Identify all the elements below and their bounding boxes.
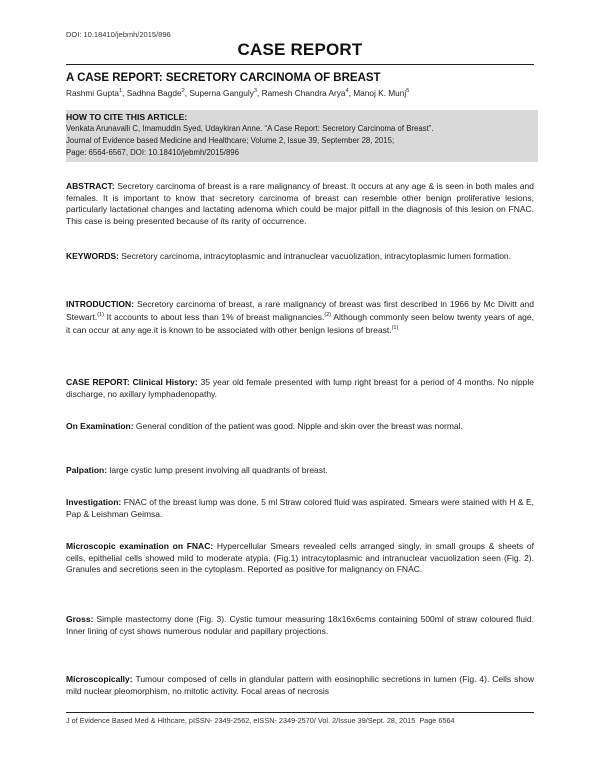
gross-label: Gross: [66,614,94,624]
investigation-label: Investigation: [66,497,122,507]
microscopic-fnac-text: Hypercellular Smears revealed cells arranged singly, in small groups & sheets of cells, epithelial cells showed mild to moderate atypia. (Fig.1) intracytoplasmic and intranuclear vacuolization seen (Fig. 2). Granules and secretions seen in the cytoplasm. Reported as positive for malignancy on FNAC. [66,541,534,574]
microscopically-text: Tumour composed of cells in glandular pattern with eosinophilic secretions in lumen (Fig. 4). Cells show mild nuclear pleomorphism, no mitotic activity. Focal areas of necrosis [66,674,534,696]
header-rule [66,64,534,65]
author-name: Ramesh Chandra Arya [261,88,346,98]
microscopically-paragraph [66,674,534,697]
microscopic-fnac-paragraph [66,541,534,576]
author-affiliation: 1 [119,88,123,95]
citation-line: Page: 6564-6567, DOI: 10.18410/jebmh/2015/896 [66,148,239,157]
author-affiliation: 5 [406,88,410,95]
microscopically-label: Microscopically: [66,674,133,684]
introduction-text: Secretory carcinoma of breast, a rare malignancy of breast was first described in 1966 by Mc Divitt and Stewart. [66,299,534,322]
author-name: Superna Ganguly [189,88,254,98]
palpation-label: Palpation: [66,465,108,475]
citation-ref: (2) [324,312,332,319]
examination-text: General condition of the patient was good. Nipple and skin over the breast was normal. [135,421,463,431]
citation-heading: HOW TO CITE THIS ARTICLE: [66,112,188,122]
citation-ref: (1) [97,312,104,319]
keywords-paragraph [66,251,534,263]
section-header: CASE REPORT [237,40,363,59]
abstract-text: Secretory carcinoma of breast is a rare malignancy of breast. It occurs at any age & is seen in both males and females. It is important to know that secretory carcinoma of breast can resemble other benign proliferative lesions, particularly lactational changes and lactating adenoma which could be major pitfall in the diagnosis of this lesion on FNAC. This case is being presented because of its rarity of occurrence. [66,181,534,226]
gross-paragraph [66,614,534,637]
introduction-text: Although commonly seen below twenty years of age, it can occur at any age.it is known to be associated with other benign lesions of breast. [66,312,534,335]
case-report-text: 35 year old female presented with lump right breast for a period of 4 months. No nipple discharge, no axillary lymphadenopathy. [66,377,534,399]
case-report-paragraph [66,377,534,400]
introduction-text: It accounts to about less than 1% of breast malignancies. [106,312,325,322]
author-list: Rashmi Gupta$^1$, Sadhna Bagde$^2$, Superna Ganguly$^3$, Ramesh Chandra Arya$^4$, Manoj K. Munj$^5$ [66,88,410,98]
introduction-paragraph [66,298,534,337]
page-footer [66,716,538,725]
author-name: Sadhna Bagde [126,88,182,98]
examination-label: On Examination: [66,421,134,431]
citation-ref: (1) [391,325,399,332]
investigation-paragraph [66,497,534,520]
investigation-text: FNAC of the breast lump was done. 5 ml Straw colored fluid was aspirated. Smears were stained with H & E, Pap & Leishman Geimsa. [66,497,534,519]
case-report-label: CASE REPORT: Clinical History: [66,377,198,387]
palpation-text: large cystic lump present involving all quadrants of breast. [109,465,328,475]
author-name: Rashmi Gupta [66,88,120,98]
doi-header: DOI: 10.18410/jebmh/2015/896 [66,30,171,39]
introduction-label: INTRODUCTION: [66,299,134,309]
abstract-label: ABSTRACT: [66,181,115,191]
author-affiliation: 3 [253,88,257,95]
gross-text: Simple mastectomy done (Fig. 3). Cystic tumour measuring 18x16x6cms containing 500ml of straw coloured fluid. Inner lining of cyst shows numerous nodular and papillary projections. [66,614,534,636]
article-title: A CASE REPORT: SECRETORY CARCINOMA OF BREAST [66,72,381,84]
author-affiliation: 4 [345,88,349,95]
author-affiliation: 2 [181,88,185,95]
citation-line: Venkata Arunavalli C, Imamuddin Syed, Udaykiran Anne. “A Case Report: Secretory Carcinoma of Breast”. [66,124,434,133]
citation-line: Journal of Evidence based Medicine and Healthcare; Volume 2, Issue 39, September 28, 2015; [66,136,395,145]
abstract-paragraph [66,181,534,227]
palpation-paragraph [66,465,534,477]
examination-paragraph [66,421,534,433]
author-name: Manoj K. Munj [353,88,407,98]
footer-rule [66,712,534,713]
keywords-label: KEYWORDS: [66,251,119,261]
journal-footer-text: J of Evidence Based Med & Hlthcare, pISSN- 2349-2562, eISSN- 2349-2570/ Vol. 2/Issue 39/Sept. 28, 2015 [66,716,416,725]
page-number: Page 6564 [419,716,455,725]
keywords-text: Secretory carcinoma, intracytoplasmic and intranuclear vacuolization, intracytoplasmic lumen formation. [121,251,512,261]
microscopic-fnac-label: Microscopic examination on FNAC: [66,541,214,551]
